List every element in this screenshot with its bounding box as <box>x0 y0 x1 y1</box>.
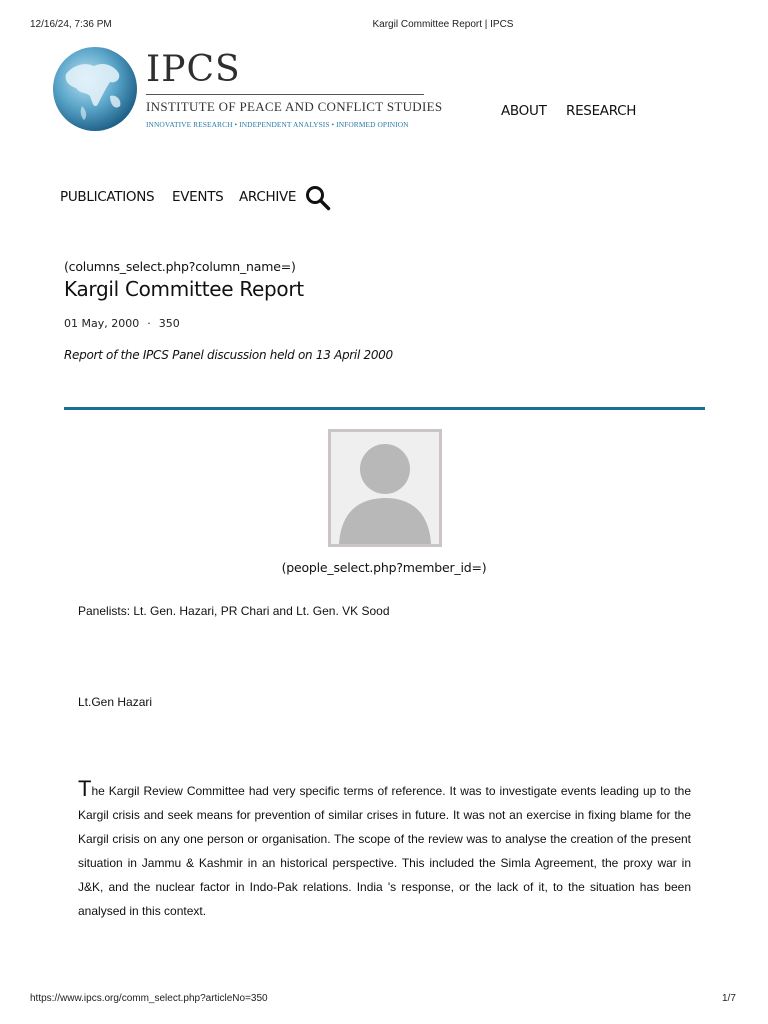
print-page-title: Kargil Committee Report | IPCS <box>372 19 514 30</box>
speaker-name: Lt.Gen Hazari <box>78 695 153 709</box>
section-divider <box>64 407 705 410</box>
drop-cap: T <box>78 776 92 801</box>
nav-publications[interactable]: PUBLICATIONS <box>60 189 155 205</box>
logo-tagline: INNOVATIVE RESEARCH • INDEPENDENT ANALYSIS • INFORMED OPINION <box>146 120 409 129</box>
article-date: 01 May, 2000 <box>64 317 140 330</box>
meta-separator: · <box>147 317 151 330</box>
article-subtitle: Report of the IPCS Panel discussion held on 13 April 2000 <box>64 348 393 362</box>
logo-divider <box>146 94 424 95</box>
column-link[interactable]: (columns_select.php?column_name=) <box>64 259 296 274</box>
globe-logo-icon[interactable] <box>52 44 138 134</box>
print-page-number: 1/7 <box>722 993 736 1004</box>
search-icon[interactable] <box>305 185 331 211</box>
nav-about[interactable]: ABOUT <box>501 103 547 119</box>
panelists-line: Panelists: Lt. Gen. Hazari, PR Chari and Lt. Gen. VK Sood <box>78 604 390 618</box>
article-title: Kargil Committee Report <box>64 277 304 301</box>
nav-research[interactable]: RESEARCH <box>566 103 637 119</box>
nav-events[interactable]: EVENTS <box>172 189 224 205</box>
logo-acronym[interactable]: IPCS <box>146 49 241 90</box>
person-placeholder-icon <box>331 432 439 544</box>
print-datetime: 12/16/24, 7:36 PM <box>30 19 112 30</box>
body-text: he Kargil Review Committee had very specific terms of reference. It was to investigate events leading up to the Kargil crisis and seek means for prevention of similar crises in future. It was not an exercise in fixing blame for the Kargil crisis on any one person or organisation. The scope of the review was to analyse the creation of the present situation in Jammu & Kashmir in an historical perspective. This included the Simla Agreement, the proxy war in J&K, and the nuclear factor in Indo-Pak relations. India 's response, or the lack of it, to the situation has been analysed in this context. <box>78 784 691 918</box>
print-url: https://www.ipcs.org/comm_select.php?articleNo=350 <box>30 993 268 1004</box>
author-avatar[interactable] <box>328 429 442 547</box>
logo-institute-name[interactable]: INSTITUTE OF PEACE AND CONFLICT STUDIES <box>146 99 443 114</box>
article-meta <box>64 317 180 330</box>
author-link[interactable]: (people_select.php?member_id=) <box>281 560 487 575</box>
article-body-paragraph <box>78 776 691 923</box>
nav-archive[interactable]: ARCHIVE <box>239 189 297 205</box>
article-number: 350 <box>158 317 180 330</box>
